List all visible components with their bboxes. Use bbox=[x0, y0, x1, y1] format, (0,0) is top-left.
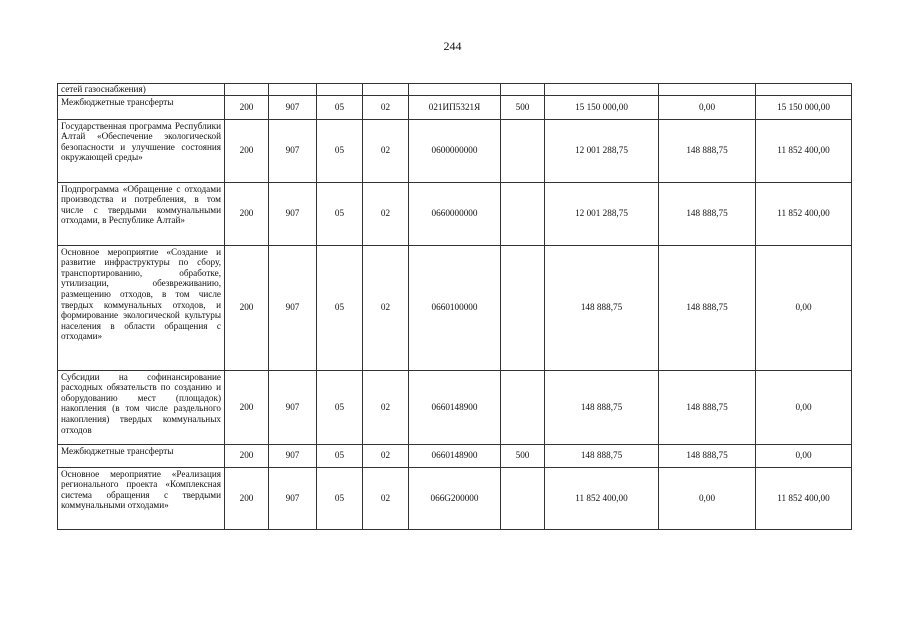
amount-cell: 0,00 bbox=[756, 245, 852, 370]
amount-cell bbox=[659, 84, 756, 96]
code-cell: 200 bbox=[225, 119, 269, 182]
code-cell: 0660000000 bbox=[409, 182, 501, 245]
amount-cell: 148 888,75 bbox=[659, 245, 756, 370]
code-cell: 500 bbox=[501, 95, 545, 119]
amount-cell bbox=[756, 84, 852, 96]
row-name-cell: Подпрограмма «Обращение с отходами производства и потребления, в том числе с твердыми коммунальными отходами, в Республике Алтай» bbox=[58, 182, 225, 245]
amount-cell: 0,00 bbox=[659, 95, 756, 119]
row-name-cell: Межбюджетные трансферты bbox=[58, 95, 225, 119]
code-cell: 02 bbox=[363, 245, 409, 370]
amount-cell: 12 001 288,75 bbox=[545, 182, 659, 245]
code-cell: 0660100000 bbox=[409, 245, 501, 370]
amount-cell: 12 001 288,75 bbox=[545, 119, 659, 182]
code-cell: 907 bbox=[269, 119, 317, 182]
budget-table bbox=[57, 83, 852, 530]
row-name-cell: Основное мероприятие «Реализация регионального проекта «Комплексная система обращения с твердыми коммунальными отходами» bbox=[58, 467, 225, 529]
code-cell: 200 bbox=[225, 95, 269, 119]
code-cell: 05 bbox=[317, 95, 363, 119]
code-cell: 0660148900 bbox=[409, 444, 501, 467]
code-cell: 907 bbox=[269, 467, 317, 529]
table-row bbox=[58, 370, 852, 444]
amount-cell: 11 852 400,00 bbox=[545, 467, 659, 529]
code-cell: 05 bbox=[317, 370, 363, 444]
table-row bbox=[58, 119, 852, 182]
code-cell: 021ИП5321Я bbox=[409, 95, 501, 119]
code-cell: 907 bbox=[269, 444, 317, 467]
amount-cell: 148 888,75 bbox=[659, 370, 756, 444]
amount-cell: 148 888,75 bbox=[659, 119, 756, 182]
table-row bbox=[58, 182, 852, 245]
amount-cell: 0,00 bbox=[659, 467, 756, 529]
code-cell: 200 bbox=[225, 245, 269, 370]
row-name-cell: сетей газоснабжения) bbox=[58, 84, 225, 96]
code-cell: 02 bbox=[363, 119, 409, 182]
table-row bbox=[58, 245, 852, 370]
code-cell bbox=[501, 467, 545, 529]
code-cell: 02 bbox=[363, 95, 409, 119]
code-cell bbox=[501, 182, 545, 245]
code-cell bbox=[269, 84, 317, 96]
code-cell: 907 bbox=[269, 370, 317, 444]
amount-cell: 0,00 bbox=[756, 370, 852, 444]
table-row bbox=[58, 467, 852, 529]
table-row bbox=[58, 95, 852, 119]
code-cell: 200 bbox=[225, 370, 269, 444]
code-cell: 02 bbox=[363, 467, 409, 529]
code-cell: 0660148900 bbox=[409, 370, 501, 444]
amount-cell: 148 888,75 bbox=[545, 245, 659, 370]
code-cell: 02 bbox=[363, 370, 409, 444]
code-cell: 907 bbox=[269, 95, 317, 119]
amount-cell: 11 852 400,00 bbox=[756, 182, 852, 245]
table-row bbox=[58, 444, 852, 467]
code-cell bbox=[317, 84, 363, 96]
row-name-cell: Межбюджетные трансферты bbox=[58, 444, 225, 467]
code-cell: 200 bbox=[225, 444, 269, 467]
code-cell: 200 bbox=[225, 467, 269, 529]
amount-cell: 148 888,75 bbox=[545, 370, 659, 444]
code-cell bbox=[409, 84, 501, 96]
row-name-cell: Государственная программа Республики Алтай «Обеспечение экологической безопасности и улучшение состояния окружающей среды» bbox=[58, 119, 225, 182]
page-number: 244 bbox=[443, 39, 462, 53]
code-cell: 066G200000 bbox=[409, 467, 501, 529]
code-cell: 0600000000 bbox=[409, 119, 501, 182]
code-cell: 05 bbox=[317, 444, 363, 467]
amount-cell: 148 888,75 bbox=[659, 444, 756, 467]
amount-cell: 11 852 400,00 bbox=[756, 467, 852, 529]
amount-cell: 0,00 bbox=[756, 444, 852, 467]
amount-cell: 15 150 000,00 bbox=[756, 95, 852, 119]
amount-cell: 148 888,75 bbox=[545, 444, 659, 467]
code-cell: 200 bbox=[225, 182, 269, 245]
code-cell: 05 bbox=[317, 245, 363, 370]
amount-cell bbox=[545, 84, 659, 96]
code-cell bbox=[501, 84, 545, 96]
amount-cell: 15 150 000,00 bbox=[545, 95, 659, 119]
code-cell bbox=[501, 370, 545, 444]
code-cell: 02 bbox=[363, 444, 409, 467]
row-name-cell: Субсидии на софинансирование расходных обязательств по созданию и оборудованию мест (площадок) накопления (в том числе раздельного накопления) твердых коммунальных отходов bbox=[58, 370, 225, 444]
code-cell: 02 bbox=[363, 182, 409, 245]
amount-cell: 148 888,75 bbox=[659, 182, 756, 245]
code-cell bbox=[225, 84, 269, 96]
table-row bbox=[58, 84, 852, 96]
code-cell: 907 bbox=[269, 182, 317, 245]
amount-cell: 11 852 400,00 bbox=[756, 119, 852, 182]
code-cell bbox=[363, 84, 409, 96]
code-cell: 05 bbox=[317, 467, 363, 529]
code-cell bbox=[501, 245, 545, 370]
code-cell: 05 bbox=[317, 119, 363, 182]
code-cell: 05 bbox=[317, 182, 363, 245]
code-cell bbox=[501, 119, 545, 182]
row-name-cell: Основное мероприятие «Создание и развитие инфраструктуры по сбору, транспортированию, обработке, утилизации, обезвреживанию, размещению отходов, в том числе твердых коммунальных отходов, и формирование экологической культуры населения в области обращения с отходами» bbox=[58, 245, 225, 370]
code-cell: 500 bbox=[501, 444, 545, 467]
code-cell: 907 bbox=[269, 245, 317, 370]
